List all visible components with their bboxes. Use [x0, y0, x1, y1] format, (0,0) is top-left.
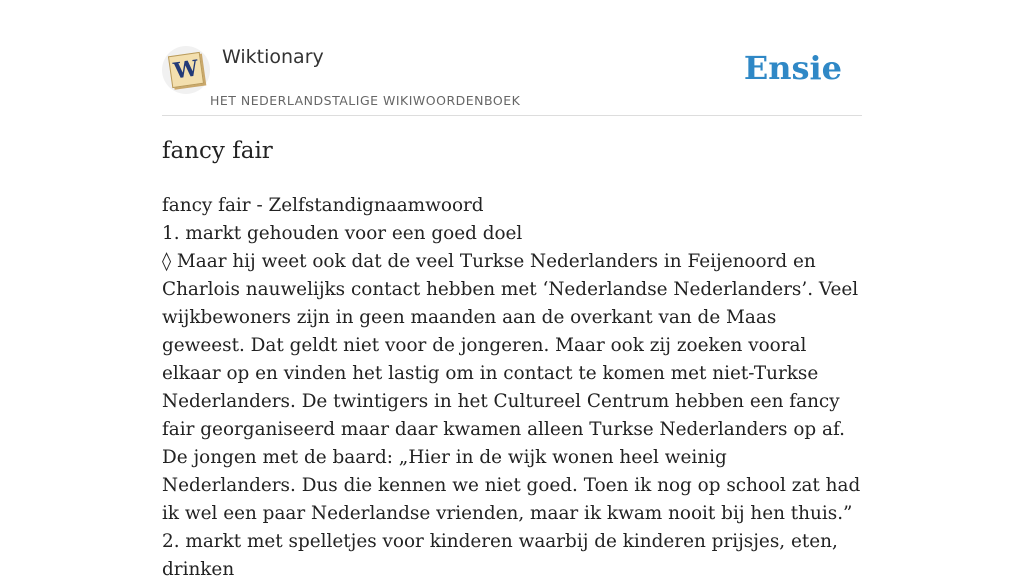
logo-letter: W: [171, 55, 201, 85]
example-quote: ◊ Maar hij weet ook dat de veel Turkse Nederlanders in Feijenoord en Charlois nauwelijks contact hebben met ‘Nederlandse Nederlanders’. Veel wijkbewoners zijn in geen maanden aan de overkant van de Maas geweest. Dat geldt niet voor de jongeren. Maar ook zij zoeken vooral elkaar op en vinden het lastig om in contact te komen met niet-Turkse Nederlanders. De twintigers in het Cultureel Centrum hebben een fancy fair georganiseerd maar daar kwamen alleen Turkse Nederlanders op af. De jongen met de baard: „Hier in de wijk wonen heel weinig Nederlanders. Dus die kennen we niet goed. Toen ik nog op school zat had ik wel een paar Nederlandse vrienden, maar ik kwam nooit bij hen thuis.”: [162, 251, 861, 524]
sense-2: 2. markt met spelletjes voor kinderen waarbij de kinderen prijsjes, eten, drinken: [162, 531, 838, 580]
entry-title: fancy fair: [162, 138, 273, 164]
sense-1: 1. markt gehouden voor een goed doel: [162, 223, 523, 244]
site-tagline: HET NEDERLANDSTALIGE WIKIWOORDENBOEK: [210, 93, 521, 108]
ensie-brand-logo[interactable]: Ensie: [743, 49, 842, 87]
headword-line: fancy fair - Zelfstandignaamwoord: [162, 195, 484, 216]
site-header: [162, 40, 862, 116]
entry-content: [162, 192, 862, 584]
wiktionary-logo-icon[interactable]: [162, 46, 210, 94]
site-name[interactable]: Wiktionary: [222, 46, 324, 68]
header-divider: [162, 115, 862, 116]
logo-tile: [168, 52, 204, 88]
